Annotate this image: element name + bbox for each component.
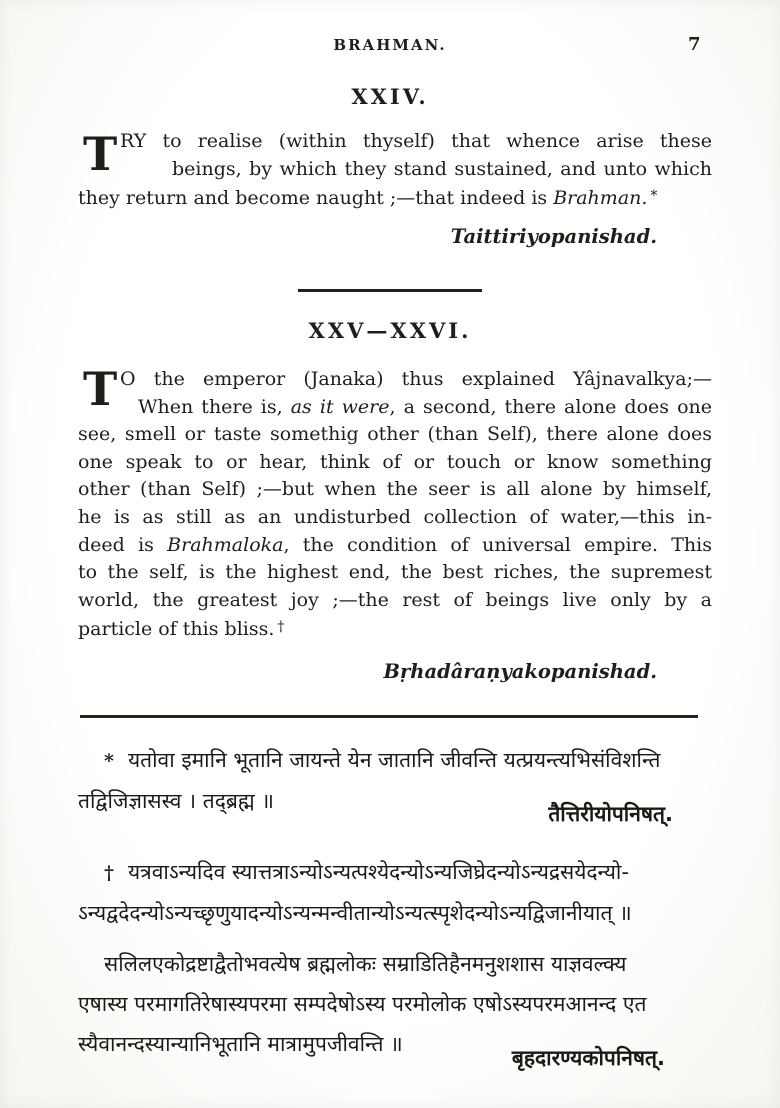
paragraph-xxv-xxvi: [78, 362, 712, 642]
text-line: see, smell or taste somethig other (than Self), there alone does: [78, 423, 712, 446]
text-line: [78, 183, 712, 211]
section-heading-xxiv: XXIV.: [351, 84, 429, 109]
italic-phrase-as-it-were: as it were: [290, 395, 390, 418]
text-run: , a second, there alone does one: [389, 395, 712, 418]
footnote-ref-dagger: †: [277, 619, 285, 636]
sanskrit-text: यत्रवाऽन्यदिव स्यात्तत्राऽन्योऽन्यत्पश्येदन्योऽन्यजिघ्रेदन्योऽन्यद्रसयेदन्यो-: [127, 860, 629, 884]
text-run: they return and become naught ;—that indeed is: [78, 187, 554, 210]
attribution-brhadaranyakopanishad: Bṛhadâraṇyakopanishad.: [383, 660, 657, 683]
footnote-separator-rule: [80, 715, 698, 718]
page-number: 7: [688, 34, 701, 55]
footnote-ref-asterisk: *: [650, 188, 658, 205]
sanskrit-text: यतोवा इमानि भूतानि जायन्ते येन जातानि जीवन्ति यत्प्रयन्त्यभिसंविशन्ति: [127, 748, 661, 772]
text-line: [78, 532, 712, 560]
text-run: particle of this bliss.: [78, 618, 275, 641]
attribution-taittiriyopanishat-devanagari: तैत्तिरीयोपनिषत्.: [548, 802, 673, 826]
footnote-line: ऽन्यद्वदेदन्योऽन्यच्छृणुयादन्योऽन्यन्मन्वीतान्योऽन्यत्स्पृशेदन्योऽन्यद्विजानीयात् ॥: [78, 901, 632, 925]
text-line: other (than Self) ;—but when the seer is all alone by himself,: [78, 478, 712, 501]
text-line: [78, 394, 712, 422]
footnote-marker-asterisk: *: [104, 750, 114, 772]
section-divider-rule: [298, 289, 482, 292]
italic-term-brahman: Brahman.: [553, 187, 648, 210]
footnote-line: स्यैवानन्दस्यान्यानिभूतानि मात्रामुपजीवन्ति ॥: [78, 1032, 403, 1056]
text-run: , the condition of universal empire. This: [283, 533, 712, 556]
text-line: [78, 614, 712, 642]
text-line: to the self, is the highest end, the best riches, the supremest: [78, 561, 712, 584]
text-line: beings, by which they stand sustained, and unto which: [172, 157, 712, 180]
attribution-brhadaranyakopanishat-devanagari: बृहदारण्यकोपनिषत्.: [511, 1046, 665, 1070]
footnote-marker-dagger: †: [104, 862, 114, 884]
text-line: he is as still as an undisturbed collection of water,—this in-: [78, 505, 712, 528]
footnote-2-sanskrit: [78, 852, 714, 933]
footnote-line: [78, 740, 714, 781]
italic-term-brahmaloka: Brahmaloka: [167, 533, 284, 556]
text-line: world, the greatest joy ;—the rest of beings live only by a: [78, 588, 712, 611]
text-line: RY to realise (within thyself) that whence arise these: [120, 130, 712, 152]
footnote-line: तद्विजिज्ञासस्व । तद्ब्रह्म ॥: [78, 789, 274, 813]
footnote-line: एषास्य परमागतिरेषास्यपरमा सम्पदेषोऽस्य परमोलोक एषोऽस्यपरमआनन्द एत: [78, 992, 647, 1016]
drop-cap-t-1: T: [83, 127, 118, 181]
running-header-title: BRAHMAN.: [333, 36, 447, 54]
attribution-taittiriyopanishad: Taittiriyopanishad.: [450, 225, 657, 248]
text-line: one speak to or hear, think of or touch or know something: [78, 450, 712, 473]
text-run: deed is: [78, 533, 168, 556]
footnote-line: सलिलएकोद्रष्टाद्वैतोभवत्येष ब्रह्मलोकः सम्राडितिहैनमनुशशास याज्ञवल्क्य: [104, 952, 627, 976]
drop-cap-t-2: T: [83, 362, 118, 416]
paragraph-xxiv: [78, 128, 712, 211]
text-line: O the emperor (Janaka) thus explained Yâjnavalkya;—: [120, 368, 712, 390]
section-heading-xxv-xxvi: XXV—XXVI.: [308, 318, 472, 343]
text-run: When there is,: [138, 395, 291, 418]
footnote-line: [78, 852, 714, 893]
